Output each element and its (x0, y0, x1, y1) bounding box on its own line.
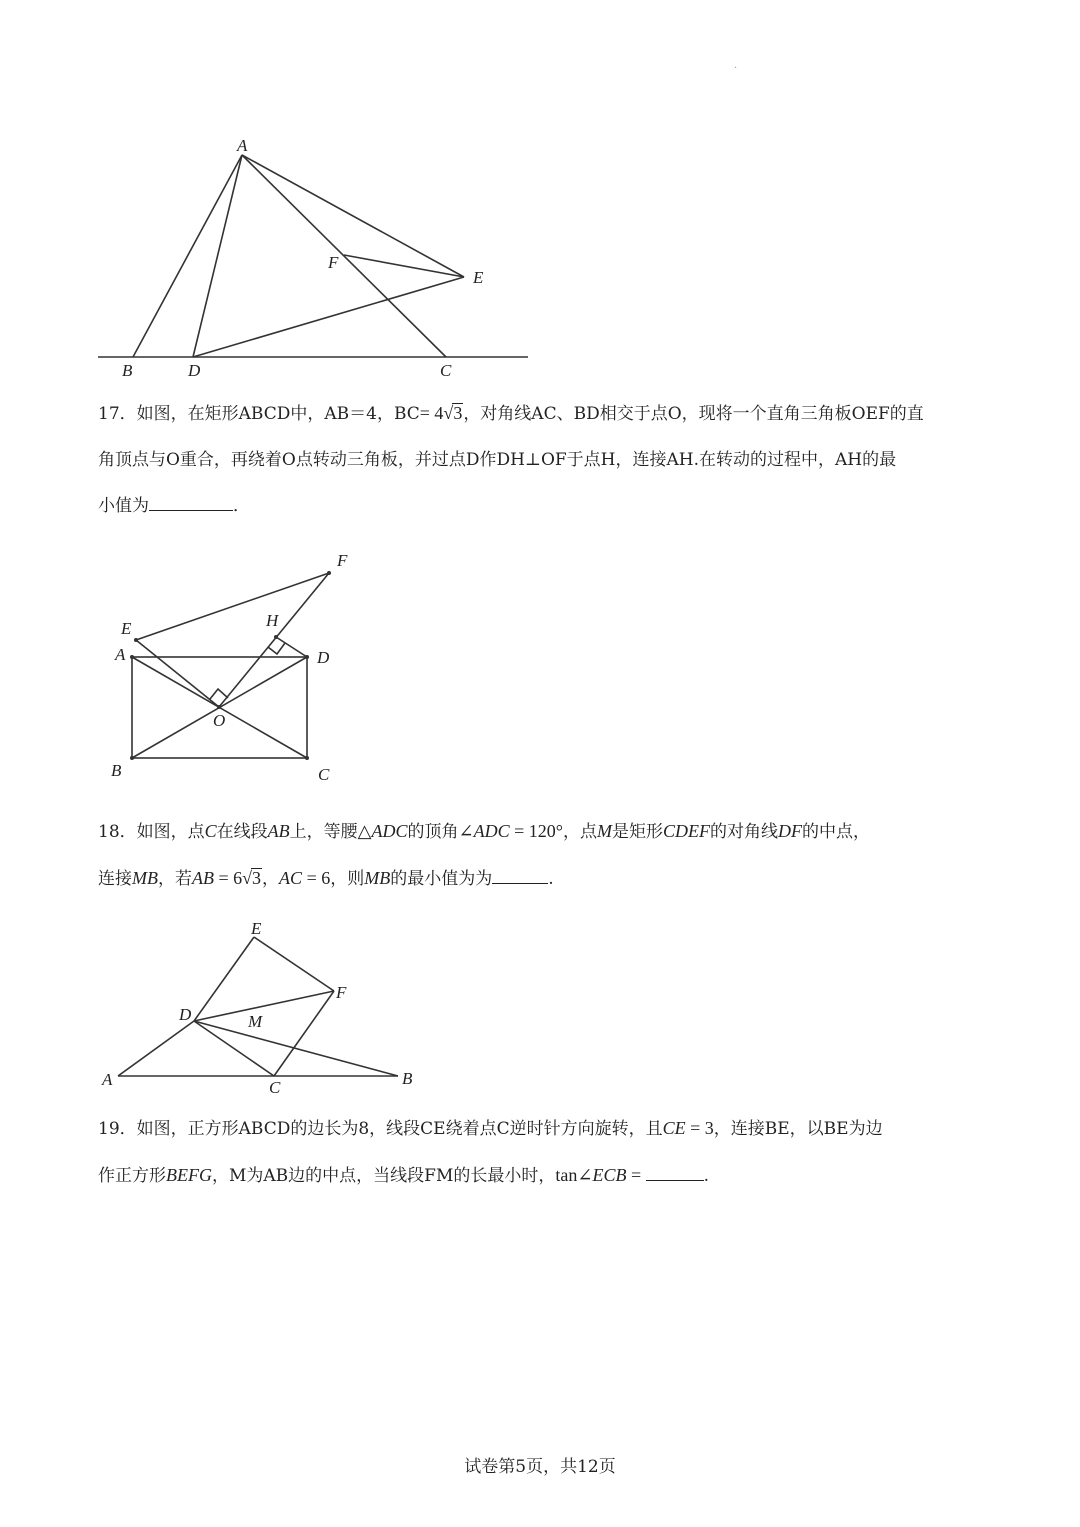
q19-text: 如图，正方形ABCD的边长为8，线段CE绕着点C逆时针方向旋转，且 (136, 1119, 663, 1139)
label-d: D (179, 1005, 192, 1024)
q18-text: ，则 (330, 869, 365, 889)
math-ab: AB (267, 821, 290, 841)
math-mb: MB (364, 868, 391, 888)
q17-bc-value: = 4 (419, 403, 444, 423)
segment-ef (254, 937, 334, 991)
label-f: F (337, 551, 348, 570)
math-befg: BEFG (166, 1165, 212, 1185)
math-tan: tan (555, 1165, 578, 1185)
label-o: O (213, 711, 226, 730)
math-triangle-adc: △ADC (357, 821, 408, 841)
label-a: A (102, 1070, 113, 1089)
label-c: C (440, 361, 452, 380)
math-ab-value: = 6 (214, 868, 243, 888)
sqrt-symbol: √ (242, 868, 253, 888)
label-d: D (317, 648, 330, 667)
label-f: F (328, 253, 339, 272)
page-footer: 试卷第5页，共12页 (464, 1457, 616, 1477)
math-ac: AC (279, 868, 303, 888)
label-e: E (251, 919, 262, 938)
q17-radicand: 3 (453, 403, 463, 423)
math-c: C (204, 821, 217, 841)
sqrt-symbol: √ (443, 403, 454, 423)
math-m: M (596, 821, 612, 841)
segment-db (194, 1021, 398, 1076)
q17-text-b: ，对角线AC、BD相交于点O，现将一个直角三角板OEF的直 (463, 404, 924, 424)
q18-text: ，点 (562, 822, 597, 842)
label-b: B (402, 1069, 413, 1088)
q18-text: 是矩形 (611, 822, 663, 842)
question-number: 19． (98, 1119, 137, 1139)
segment-de (194, 937, 254, 1021)
q18-text: 的顶角 (407, 822, 459, 842)
label-b: B (111, 761, 122, 780)
label-d: D (188, 361, 201, 380)
q18-radicand: 3 (252, 868, 262, 888)
question-19 (98, 1105, 998, 1199)
q19-text: ，连接BE，以BE为边 (713, 1119, 883, 1139)
math-cdef: CDEF (662, 821, 710, 841)
label-h: H (266, 611, 279, 630)
segment-ad (118, 1021, 194, 1076)
q19-end: . (703, 1166, 710, 1186)
q17-text-a: 如图，在矩形ABCD中，AB＝4，BC (136, 404, 420, 424)
q19-text: 作正方形 (98, 1166, 166, 1186)
q18-text: ，若 (158, 869, 192, 889)
q17-text-line3: 小值为 (98, 496, 149, 516)
label-f: F (336, 983, 347, 1002)
math-angle-value: = 120° (509, 821, 563, 841)
q19-line-2 (98, 1152, 998, 1199)
q19-line-1 (98, 1105, 998, 1152)
q18-text: 上，等腰 (289, 822, 358, 842)
math-ac-value: = 6 (302, 868, 331, 888)
math-ce: CE (662, 1118, 686, 1138)
label-b: B (122, 361, 133, 380)
q18-text: 的中点， (801, 822, 870, 842)
math-mb: MB (132, 868, 158, 888)
label-m: M (248, 1012, 263, 1031)
label-c: C (269, 1078, 281, 1097)
q17-end: ． (233, 496, 250, 516)
label-a: A (237, 136, 248, 155)
math-equals: = (626, 1165, 646, 1185)
question-number: 18． (98, 822, 137, 842)
label-e: E (473, 268, 484, 287)
question-number: 17． (98, 404, 137, 424)
q17-text-line2: 角顶点与O重合，再绕着O点转动三角板，并过点D作DH⊥OF于点H，连接AH.在转动的过程中，AH的最 (98, 450, 897, 470)
segment-fc (274, 991, 334, 1076)
q19-text: ，M为AB边的中点，当线段FM的长最小时， (211, 1166, 556, 1186)
label-a: A (115, 645, 126, 664)
q18-text: 的最小值为为 (390, 869, 493, 889)
label-e: E (121, 619, 132, 638)
q18-text: 如图，点 (136, 822, 205, 842)
speck-mark: . (734, 60, 738, 71)
q18-text: 在线段 (216, 822, 268, 842)
answer-blank-19[interactable] (646, 1164, 704, 1181)
math-ce-value: = 3 (685, 1118, 714, 1138)
math-df: DF (777, 821, 802, 841)
q18-text: ， (262, 869, 280, 889)
math-angle-ecb: ∠ECB (577, 1165, 627, 1185)
math-angle-adc: ∠ADC (458, 821, 510, 841)
q18-end: . (548, 869, 554, 889)
segment-df (194, 991, 334, 1021)
q18-text: 的对角线 (709, 822, 778, 842)
math-ab: AB (192, 868, 214, 888)
q18-text: 连接 (98, 869, 132, 889)
label-c: C (318, 765, 330, 784)
